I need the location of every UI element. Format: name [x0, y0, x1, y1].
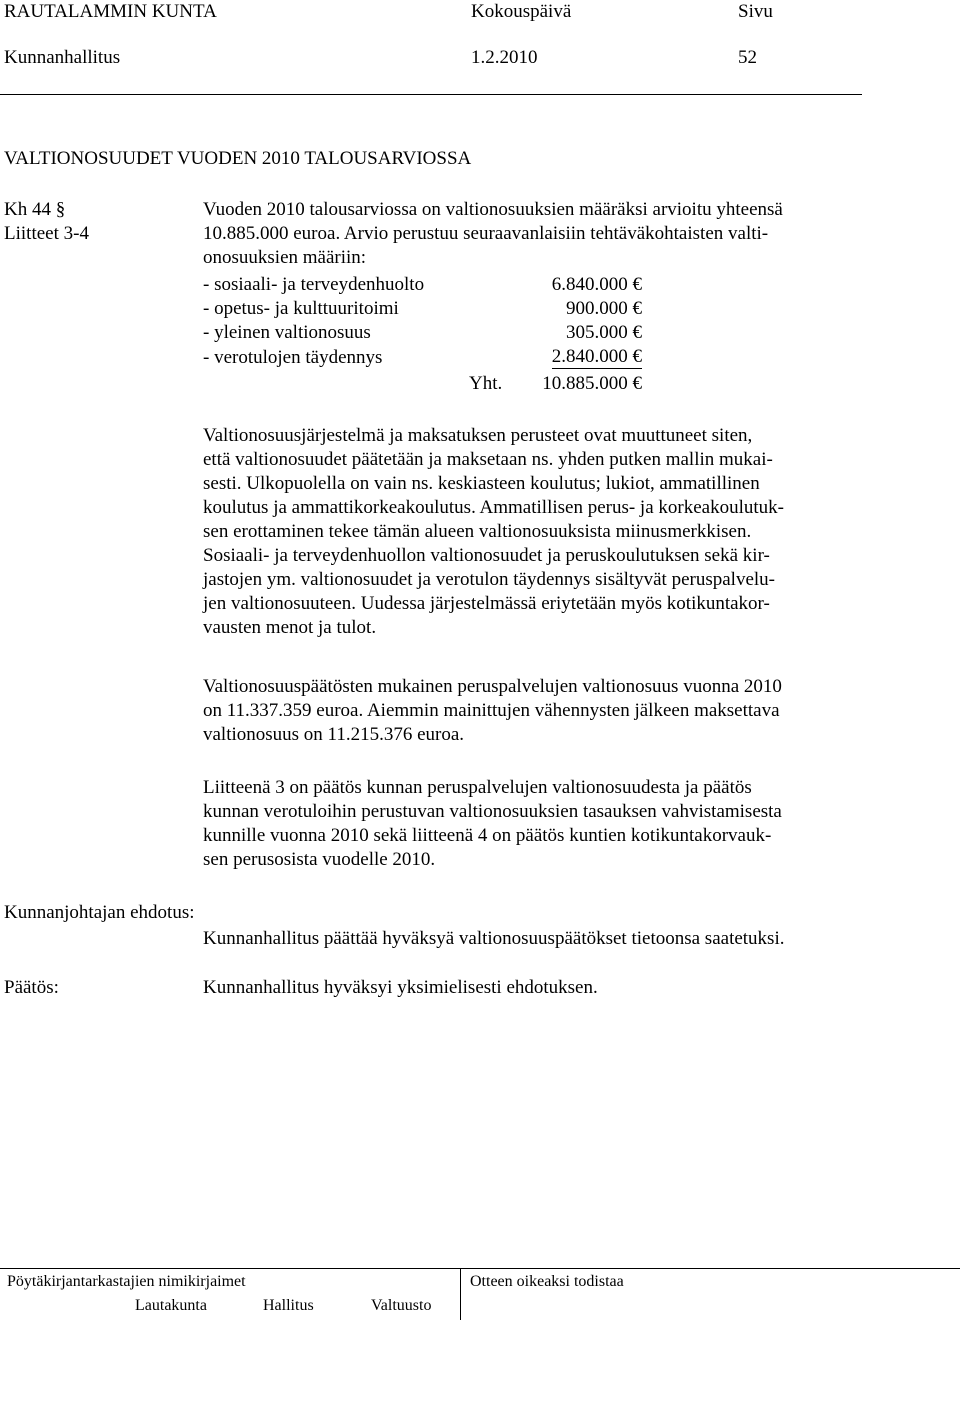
- page-label: Sivu: [738, 1, 773, 22]
- allocation-amount: 6.840.000 €: [551, 274, 642, 295]
- paragraph-line: jastojen ym. valtionosuudet ja verotulon täydennys sisältyvät peruspalvelu-: [203, 569, 775, 590]
- allocation-amount: 305.000 €: [566, 322, 642, 343]
- paragraph-line: Valtionosuusjärjestelmä ja maksatuksen perusteet ovat muuttuneet siten,: [203, 425, 753, 446]
- proposal-text: Kunnanhallitus päättää hyväksyä valtionosuuspäätökset tietoonsa saatetuksi.: [203, 928, 785, 949]
- allocation-label: - verotulojen täydennys: [203, 347, 383, 368]
- meeting-day-label: Kokouspäivä: [471, 1, 572, 22]
- municipality-name: RAUTALAMMIN KUNTA: [4, 1, 217, 22]
- allocation-amount: 2.840.000 €: [551, 346, 642, 367]
- section-reference: Kh 44 §: [4, 199, 66, 220]
- footer-column-lautakunta: Lautakunta: [135, 1297, 207, 1314]
- page-number: 52: [738, 47, 757, 68]
- allocation-amount: 900.000 €: [566, 298, 642, 319]
- footer-column-divider: [460, 1268, 461, 1320]
- footer-divider: [0, 1268, 960, 1269]
- total-amount: 10.885.000 €: [542, 373, 642, 394]
- attachments-paragraph: [203, 776, 883, 872]
- allocation-label: - yleinen valtionosuus: [203, 322, 371, 343]
- allocation-label: - sosiaali- ja terveydenhuolto: [203, 274, 425, 295]
- attachments-reference: Liitteet 3-4: [4, 223, 89, 244]
- allocation-label: - opetus- ja kulttuuritoimi: [203, 298, 399, 319]
- paragraph-line: sesti. Ulkopuolella on vain ns. keskiasteen koulutus; lukiot, ammatillinen: [203, 473, 760, 494]
- meeting-date: 1.2.2010: [471, 47, 538, 68]
- signatures-label: Pöytäkirjantarkastajien nimikirjaimet: [7, 1273, 246, 1290]
- proposal-label: Kunnanjohtajan ehdotus:: [4, 902, 195, 923]
- decision-text: Kunnanhallitus hyväksyi yksimielisesti ehdotuksen.: [203, 977, 598, 998]
- paragraph-line: koulutus ja ammattikorkeakoulutus. Ammatillisen perus- ja korkeakoulutuk-: [203, 497, 784, 518]
- basic-services-paragraph: [203, 675, 883, 747]
- paragraph-line: kunnille vuonna 2010 sekä liitteenä 4 on päätös kuntien kotikuntakorvauk-: [203, 825, 772, 846]
- page-title: VALTIONOSUUDET VUODEN 2010 TALOUSARVIOSSA: [4, 148, 472, 169]
- paragraph-line: että valtionosuudet päätetään ja maksetaan ns. yhden putken mallin mukai-: [203, 449, 773, 470]
- paragraph-line: kunnan verotuloihin perustuvan valtionosuuksien tasauksen vahvistamisesta: [203, 801, 782, 822]
- certified-label: Otteen oikeaksi todistaa: [470, 1273, 624, 1290]
- paragraph-line: valtionosuus on 11.215.376 euroa.: [203, 724, 465, 745]
- paragraph-line: Sosiaali- ja terveydenhuollon valtionosuudet ja peruskoulutuksen sekä kir-: [203, 545, 770, 566]
- intro-line: 10.885.000 euroa. Arvio perustuu seuraavanlaisiin tehtäväkohtaisten valti-: [203, 223, 769, 244]
- decision-label: Päätös:: [4, 977, 59, 998]
- footer-column-valtuusto: Valtuusto: [371, 1297, 432, 1314]
- body-name: Kunnanhallitus: [4, 47, 121, 68]
- footer-column-hallitus: Hallitus: [263, 1297, 314, 1314]
- paragraph-line: sen erottaminen tekee tämän alueen valtionosuuksista miinusmerkkisen.: [203, 521, 752, 542]
- intro-paragraph: [203, 198, 883, 270]
- paragraph-line: Liitteenä 3 on päätös kunnan peruspalvelujen valtionosuudesta ja päätös: [203, 777, 752, 798]
- paragraph-line: Valtionosuuspäätösten mukainen peruspalvelujen valtionosuus vuonna 2010: [203, 676, 782, 697]
- total-label: Yht.: [469, 373, 503, 394]
- paragraph-line: sen perusosista vuodelle 2010.: [203, 849, 436, 870]
- paragraph-line: vausten menot ja tulot.: [203, 617, 377, 638]
- header-divider: [0, 94, 862, 95]
- paragraph-line: on 11.337.359 euroa. Aiemmin mainittujen vähennysten jälkeen maksettava: [203, 700, 780, 721]
- intro-line: onosuuksien määriin:: [203, 247, 367, 268]
- paragraph-line: jen valtionosuuteen. Uudessa järjestelmässä eriytetään myös kotikuntakor-: [203, 593, 770, 614]
- system-description-paragraph: [203, 424, 883, 640]
- intro-line: Vuoden 2010 talousarviossa on valtionosuuksien määräksi arvioitu yhteensä: [203, 199, 783, 220]
